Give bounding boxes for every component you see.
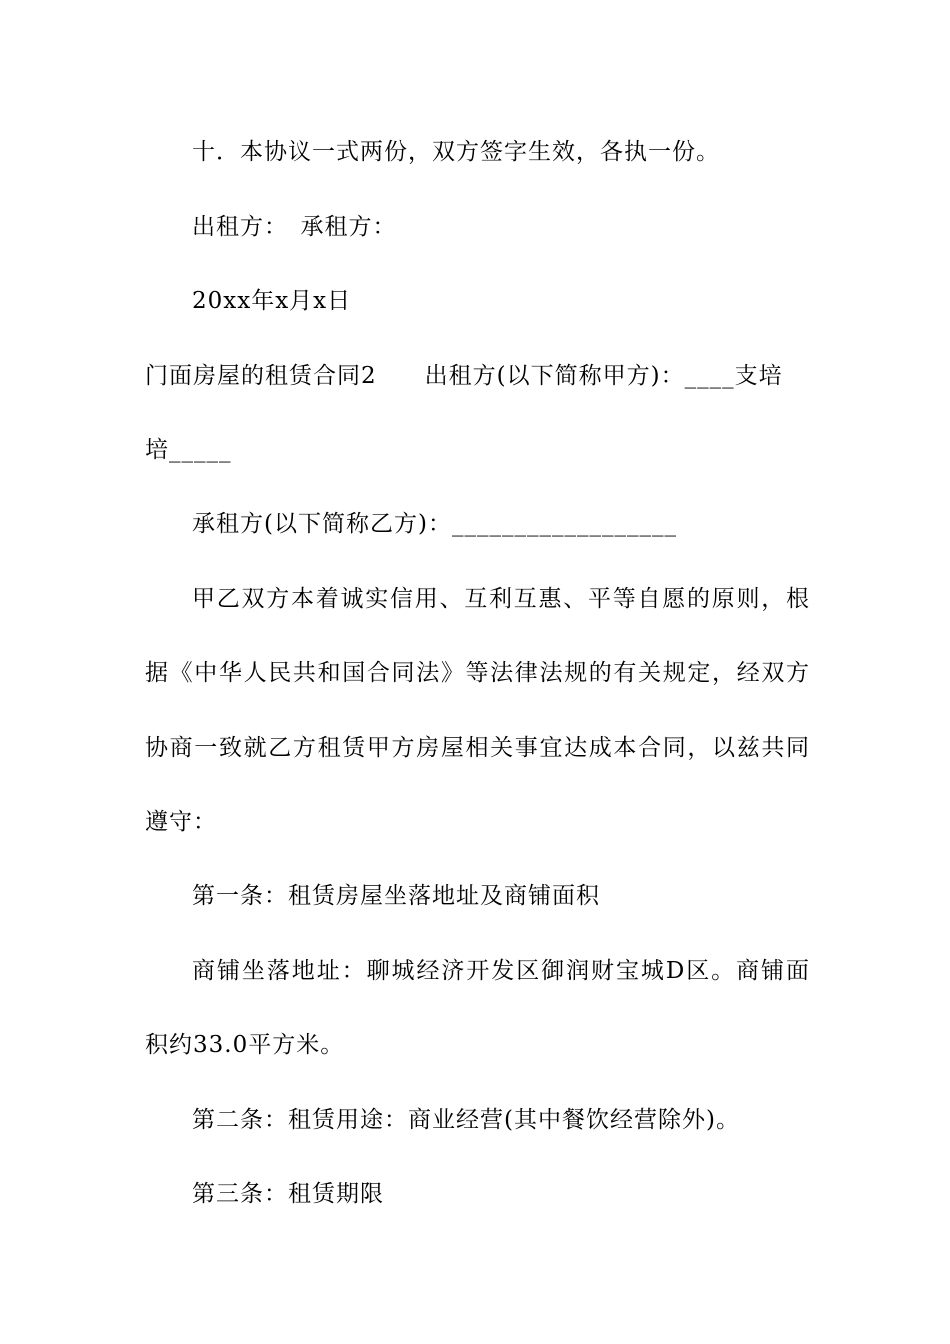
article-one-area: 积约33.0平方米。 (145, 1032, 345, 1058)
preamble-line-1: 甲乙双方本着诚实信用、互利互惠、平等自愿的原则，根 (192, 586, 810, 612)
article-two: 第二条：租赁用途：商业经营(其中餐饮经营除外)。 (192, 1107, 740, 1133)
lessee-line: 承租方(以下简称乙方)：__________________ (192, 511, 677, 537)
signing-date: 20xx年x月x日 (192, 288, 352, 314)
signature-parties: 出租方： 承租方： (192, 214, 397, 240)
article-one-heading: 第一条：租赁房屋坐落地址及商铺面积 (192, 883, 600, 909)
lessor-line: 出租方(以下简称甲方)：____支培 (424, 363, 783, 389)
preamble-line-2: 据《中华人民共和国合同法》等法律法规的有关规定，经双方 (145, 660, 810, 686)
contract-title: 门面房屋的租赁合同2 (145, 363, 377, 389)
clause-ten: 十．本协议一式两份，双方签字生效，各执一份。 (192, 139, 720, 165)
lessor-line-continued: 培_____ (145, 437, 232, 463)
article-three-heading: 第三条：租赁期限 (192, 1181, 384, 1207)
preamble-line-3: 协商一致就乙方租赁甲方房屋相关事宜达成本合同，以兹共同 (145, 735, 810, 761)
contract-heading-line (145, 356, 810, 396)
preamble-line-4: 遵守： (145, 809, 217, 835)
article-one-address: 商铺坐落地址：聊城经济开发区御润财宝城D区。商铺面 (192, 958, 810, 984)
